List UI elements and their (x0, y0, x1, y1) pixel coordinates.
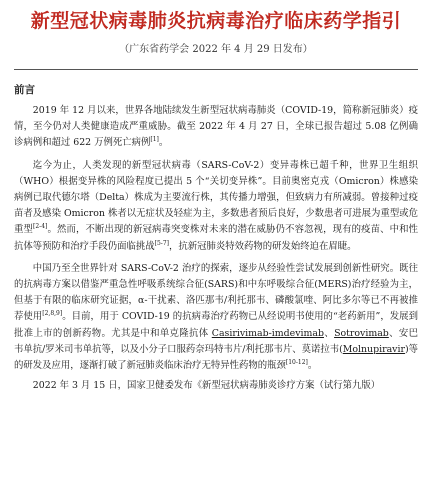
paragraph-4 (14, 378, 418, 394)
paragraph-3-text-b: 。目前，用于 COVID-19 的抗病毒治疗药物已从经说明书使用的“老药新用”，发展到批准上市的创新药物。尤其是中和单克隆抗体 (14, 311, 418, 339)
paragraph-1-text: 2019 年 12 月以来，世界各地陆续发生新型冠状病毒肺炎（COVID-19，简称新冠肺炎）疫情，至今仍对人类健康造成严重威胁。截至 2022 年 4 月 27 日，全球已报告超过 5.08 亿例确诊病例和超过 622 万例死亡病例 (14, 105, 418, 149)
title-divider (14, 69, 418, 70)
drug-name-molnupiravir: Molnupiravir (342, 343, 405, 355)
paragraph-2-tail-2: ，抗新冠肺炎特效药物的研发始终迫在眉睫。 (168, 240, 357, 252)
document-title: 新型冠状病毒肺炎抗病毒治疗临床药学指引 (30, 10, 402, 32)
paragraph-2-tail: 。然而，不断出现的新冠病毒突变株对未来的潜在威胁仍不容忽视，现有的疫苗、中和性抗体等预防和治疗手段仍面临挑战 (14, 224, 418, 252)
section-heading-preface: 前言 (14, 84, 35, 96)
paragraph-3-tail: 。 (307, 360, 318, 372)
paragraph-2 (14, 158, 418, 255)
drug-name-casirivimab: Casirivimab-imdevimab (211, 327, 324, 339)
separator: 、 (323, 327, 335, 339)
paragraph-3-text-d: )等的研发及应用，逐渐打破了新冠肺炎临床治疗无特异性药物的瓶颈 (14, 343, 418, 372)
paragraph-3-text-c: 、安巴韦单抗/罗米司韦单抗等，以及小分子口服药奈玛特韦片/利托那韦片、莫诺拉韦( (14, 327, 418, 355)
paragraph-1 (14, 103, 418, 152)
paragraph-1-tail: 。 (158, 137, 169, 149)
document-subtitle: （广东省药学会 2022 年 4 月 29 日发布） (119, 44, 313, 55)
citation: [2-4] (33, 223, 48, 231)
paragraph-3 (14, 261, 418, 374)
drug-name-sotrovimab: Sotrovimab (334, 327, 389, 339)
citation: [10-12] (285, 358, 308, 366)
paragraph-2-text: 迄今为止，人类发现的新型冠状病毒（SARS-CoV-2）变异毒株已超千种，世界卫生组织（WHO）根据变异株的风险程度已提出 5 个“关切变异株”。目前奥密克戎（Omicron）株感染病例已取代德尔塔（Delta）株成为主要流行株，其传播力增强，但致病力有所减弱。曾接种过疫苗者及感染 Omicron 株者以无症状及轻症为主，多数患者预后良好，少数患者可进展为重型或危重型 (14, 159, 418, 236)
paragraph-3-text-a: 中国乃至全世界针对 SARS-CoV-2 治疗的探索，逐步从经验性尝试发展到创新性研究。既往的抗病毒方案以借鉴严重急性呼吸系统综合征(SARS)和中东呼吸综合征(MERS)治疗经验为主，但基于有限的临床研究证据，α-干扰素、洛匹那韦/利托那韦、磷酸氯喹、阿比多尔等已不再被推荐使用 (14, 262, 418, 323)
citation: [2,8,9] (42, 310, 63, 318)
citation: [5-7] (154, 239, 169, 247)
paragraph-4-text: 2022 年 3 月 15 日，国家卫健委发布《新型冠状病毒肺炎诊疗方案（试行第九版） (32, 380, 381, 392)
citation: [1] (150, 136, 159, 144)
